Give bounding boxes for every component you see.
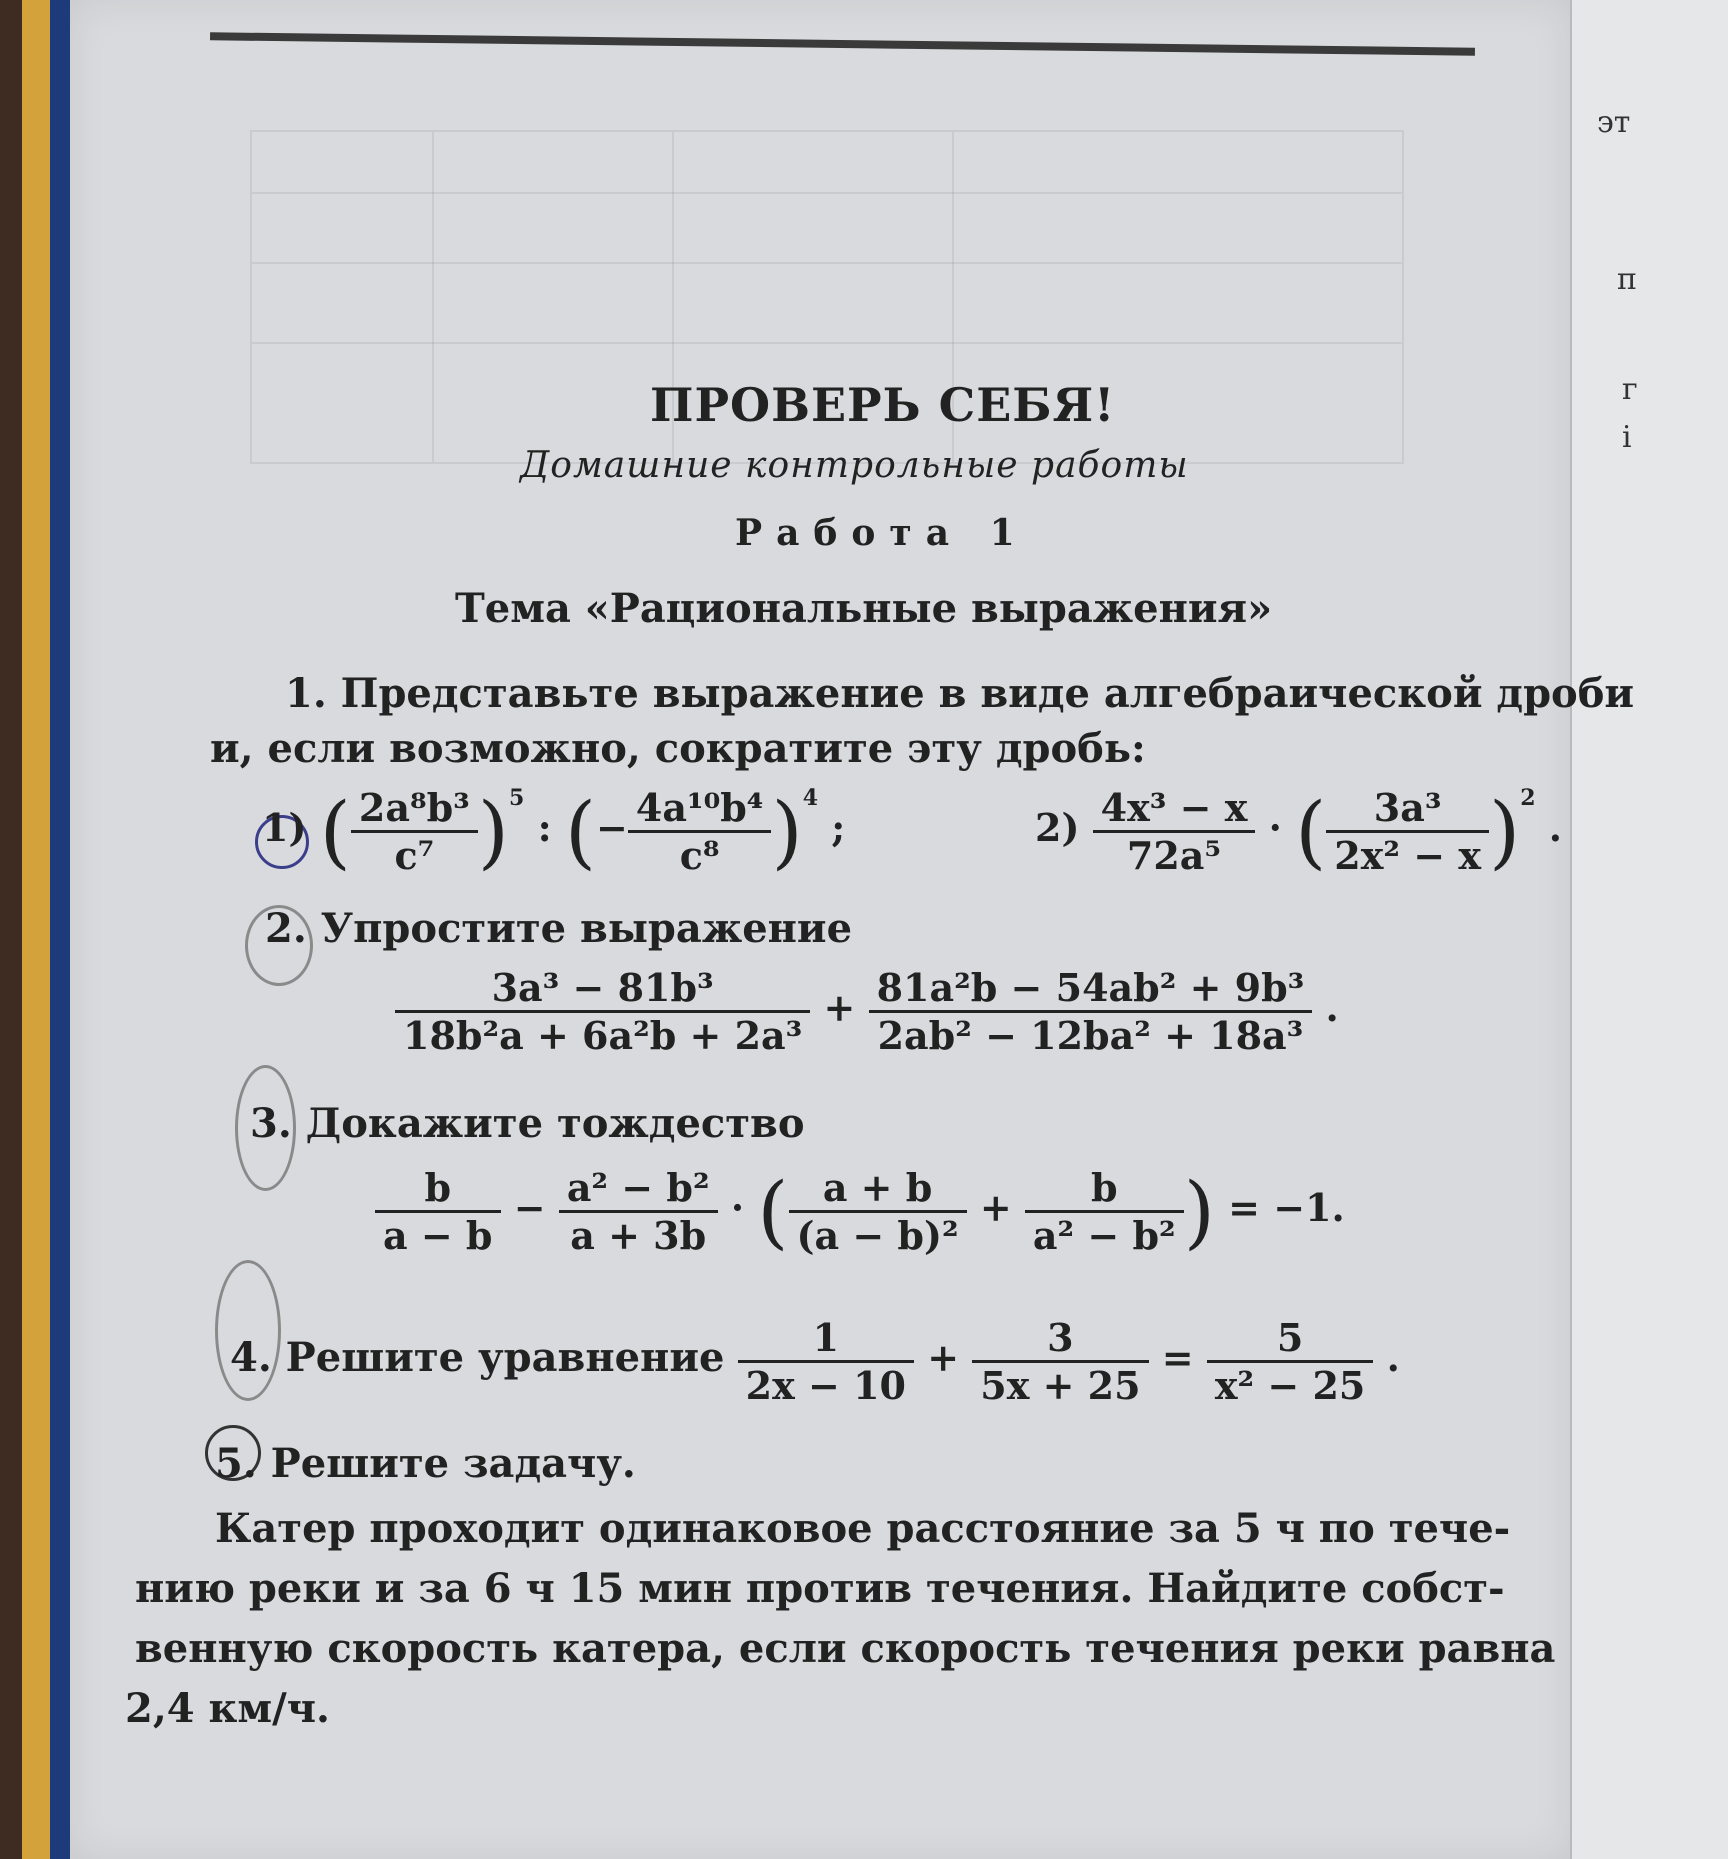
task4-equation: [230, 1315, 1400, 1408]
fraction: [972, 1315, 1148, 1408]
exponent: 4: [802, 785, 818, 811]
fraction: [628, 785, 772, 878]
operator: +: [979, 1185, 1012, 1230]
fraction: [1326, 785, 1489, 878]
task2-heading: 2. Упростите выражение: [265, 905, 853, 952]
numerator: 3a³: [1373, 785, 1442, 830]
item-label: 1): [262, 805, 307, 850]
numerator: b: [424, 1165, 452, 1210]
punctuation: ;: [831, 805, 846, 850]
task1-line1: 1. Представьте выражение в виде алгебраической дроби: [285, 670, 1635, 717]
denominator: a² − b²: [1025, 1210, 1184, 1258]
operator: −: [513, 1185, 546, 1230]
fraction: [1093, 785, 1256, 878]
result: = −1.: [1228, 1185, 1345, 1230]
punctuation: .: [1548, 805, 1562, 850]
fraction: [351, 785, 478, 878]
task5-heading: 5. Решите задачу.: [215, 1440, 636, 1487]
numerator: 4x³ − x: [1100, 785, 1248, 830]
numerator: 1: [812, 1315, 840, 1360]
numerator: 4a¹⁰b⁴: [635, 785, 764, 830]
operator: +: [823, 985, 856, 1030]
numerator: a + b: [822, 1165, 933, 1210]
task5-line1: Катер проходит одинаковое расстояние за 5 ч по тече-: [215, 1505, 1511, 1552]
denominator: 2x − 10: [738, 1360, 914, 1408]
fraction: [1025, 1165, 1184, 1258]
fraction: [738, 1315, 914, 1408]
page-subtitle: Домашние контрольные работы: [520, 445, 1189, 486]
numerator: a² − b²: [566, 1165, 710, 1210]
edge-word: эт: [1597, 105, 1631, 140]
fraction: [1207, 1315, 1373, 1408]
denominator: x² − 25: [1207, 1360, 1373, 1408]
task3-heading: 3. Докажите тождество: [250, 1100, 805, 1147]
page-title: ПРОВЕРЬ СЕБЯ!: [650, 378, 1116, 432]
operator: ·: [730, 1185, 745, 1230]
fraction: [559, 1165, 718, 1258]
work-number: Работа 1: [735, 512, 1029, 554]
numerator: b: [1091, 1165, 1118, 1210]
denominator: c⁷: [351, 830, 478, 878]
numerator: 5: [1276, 1315, 1304, 1360]
denominator: (a − b)²: [789, 1210, 967, 1258]
fraction: [395, 965, 810, 1058]
operator: :: [537, 805, 552, 850]
fraction: [375, 1165, 501, 1258]
exponent: 5: [509, 785, 525, 811]
denominator: a + 3b: [559, 1210, 718, 1258]
fraction: [789, 1165, 967, 1258]
denominator: 2ab² − 12ba² + 18a³: [869, 1010, 1313, 1058]
task1-item1: 1) ( $\frac{\text{2a⁸b³}}{\text{c⁷}}$ )$^5$ : (− $\frac{\text{4a¹⁰b⁴}}{\text{c⁸}}$ )$^4$ ;: [262, 785, 846, 878]
edge-word: г: [1622, 372, 1638, 407]
task5-line2: нию реки и за 6 ч 15 мин против течения. Найдите собст-: [135, 1565, 1505, 1612]
task5-line4: 2,4 км/ч.: [125, 1685, 330, 1732]
numerator: 81a²b − 54ab² + 9b³: [876, 965, 1305, 1010]
denominator: 72a⁵: [1093, 830, 1256, 878]
operator: +: [927, 1335, 960, 1380]
operator: ·: [1268, 805, 1282, 850]
book-spine-edge: [0, 0, 70, 1859]
task1-line2: и, если возможно, сократите эту дробь:: [210, 725, 1146, 772]
task4-heading: 4. Решите уравнение: [230, 1334, 725, 1381]
task3-identity: $\frac{b}{a - b}$ − $\frac{\text{a² − b²}}{a + 3b}$ · ( $\frac{a + b}{\text{(a − b)²}}$ + $\frac{b}{\text{a² − b²}}$ ) = −1.: [375, 1165, 1345, 1258]
fraction: [869, 965, 1313, 1058]
exponent: 2: [1520, 785, 1536, 811]
topic-heading: Тема «Рациональные выражения»: [455, 585, 1273, 632]
task1-item2: 2) $\frac{\text{4x³ − x}}{\text{72a⁵}}$ · ( $\frac{\text{3a³}}{\text{2x² − x}}$ )$^2$ .: [1035, 785, 1562, 878]
edge-word: п: [1617, 262, 1637, 297]
denominator: a − b: [375, 1210, 501, 1258]
numerator: 2a⁸b³: [358, 785, 470, 830]
punctuation: .: [1386, 1335, 1400, 1380]
task5-line3: венную скорость катера, если скорость течения реки равна: [135, 1625, 1556, 1672]
denominator: c⁸: [628, 830, 772, 878]
operator: =: [1161, 1335, 1194, 1380]
operator: −: [596, 805, 628, 850]
denominator: 2x² − x: [1326, 830, 1489, 878]
numerator: 3a³ − 81b³: [491, 965, 714, 1010]
denominator: 5x + 25: [972, 1360, 1148, 1408]
facing-page-edge: [1570, 0, 1728, 1859]
item-label: 2): [1035, 805, 1080, 850]
numerator: 3: [1047, 1315, 1074, 1360]
punctuation: .: [1325, 985, 1339, 1030]
edge-word: і: [1622, 420, 1632, 455]
denominator: 18b²a + 6a²b + 2a³: [395, 1010, 810, 1058]
task2-expression: [395, 965, 1339, 1058]
